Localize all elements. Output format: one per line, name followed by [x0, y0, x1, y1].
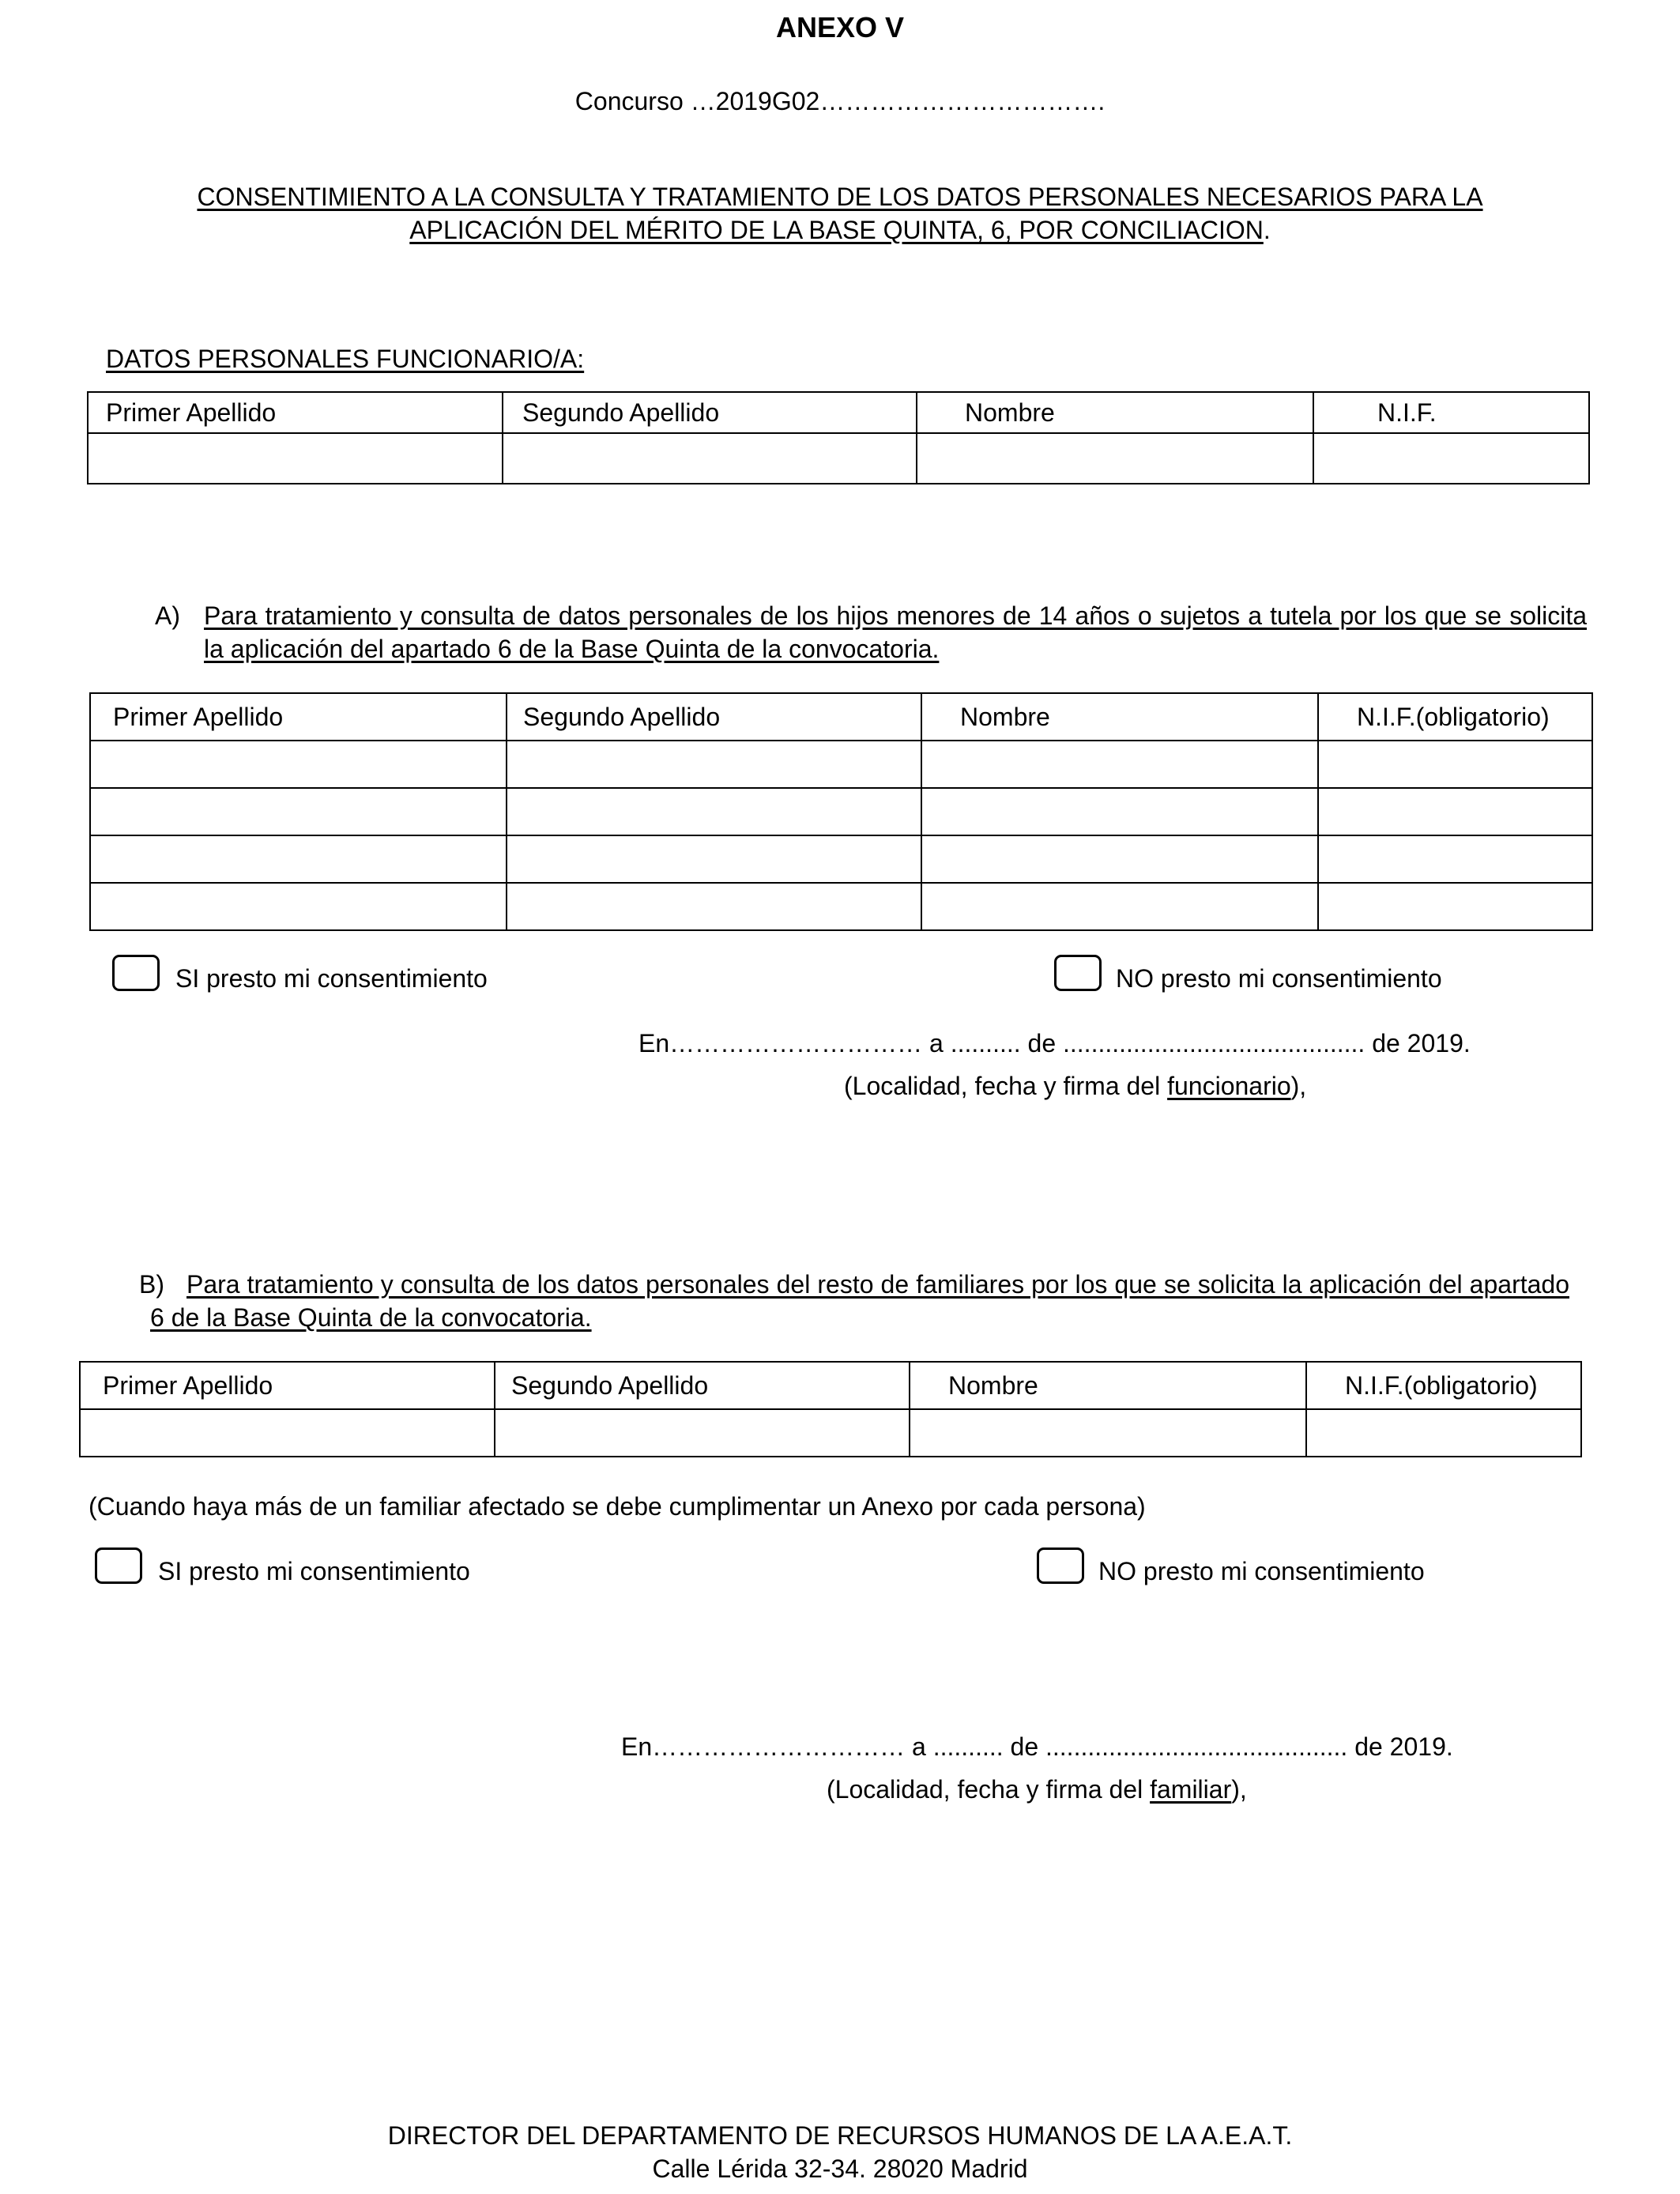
input-cell[interactable]	[1318, 741, 1592, 788]
family-table	[79, 1361, 1582, 1457]
input-cell[interactable]	[507, 741, 921, 788]
table-header-row	[90, 693, 1592, 741]
consent-yes-label-b: SI presto mi consentimiento	[158, 1557, 470, 1585]
footer-department: DIRECTOR DEL DEPARTAMENTO DE RECURSOS HUMANOS DE LA A.E.A.T.	[387, 2121, 1293, 2150]
input-cell[interactable]	[507, 788, 921, 835]
column-header: Primer Apellido	[90, 693, 507, 741]
section-b-marker: B)	[139, 1270, 164, 1299]
caption-prefix: (Localidad, fecha y firma del	[844, 1072, 1168, 1100]
column-header: N.I.F.(obligatorio)	[1306, 1362, 1581, 1409]
signature-line-b: En………………………… a .......... de ........................................... de 2019.	[621, 1732, 1453, 1761]
table-header-row	[80, 1362, 1581, 1409]
column-header: Nombre	[917, 392, 1313, 433]
table-row	[80, 1409, 1581, 1457]
consent-no-label-a: NO presto mi consentimiento	[1116, 964, 1442, 993]
table-row	[90, 883, 1592, 930]
heading-line-1: CONSENTIMIENTO A LA CONSULTA Y TRATAMIENTO DE LOS DATOS PERSONALES NECESARIOS PARA LA	[197, 183, 1483, 211]
consent-yes-label-a: SI presto mi consentimiento	[175, 964, 488, 993]
input-cell[interactable]	[495, 1409, 910, 1457]
consent-heading	[0, 180, 1680, 247]
caption-prefix: (Localidad, fecha y firma del	[827, 1775, 1151, 1804]
signature-line-a: En………………………… a .......... de ........................................... de 2019.	[638, 1029, 1471, 1057]
input-cell[interactable]	[80, 1409, 495, 1457]
caption-role: funcionario	[1167, 1072, 1291, 1100]
table-row	[90, 788, 1592, 835]
table-row	[88, 433, 1589, 484]
input-cell[interactable]	[90, 835, 507, 883]
input-cell[interactable]	[90, 788, 507, 835]
column-header: Segundo Apellido	[503, 392, 917, 433]
personal-data-table	[87, 391, 1590, 484]
input-cell[interactable]	[1318, 883, 1592, 930]
signature-caption-a	[844, 1072, 1306, 1101]
input-cell[interactable]	[921, 741, 1318, 788]
section-b-paragraph	[139, 1268, 1569, 1334]
heading-line-2-end: .	[1263, 216, 1271, 244]
column-header: Primer Apellido	[80, 1362, 495, 1409]
caption-suffix: ),	[1231, 1775, 1247, 1804]
column-header: Nombre	[910, 1362, 1306, 1409]
table-header-row	[88, 392, 1589, 433]
personal-data-label: DATOS PERSONALES FUNCIONARIO/A:	[106, 345, 585, 373]
input-cell[interactable]	[921, 883, 1318, 930]
document-title: ANEXO V	[775, 11, 905, 43]
input-cell[interactable]	[1313, 433, 1589, 484]
input-cell[interactable]	[90, 741, 507, 788]
input-cell[interactable]	[1318, 835, 1592, 883]
consent-no-checkbox-b[interactable]	[1037, 1547, 1084, 1584]
table-row	[90, 741, 1592, 788]
column-header: Primer Apellido	[88, 392, 503, 433]
consent-no-label-b: NO presto mi consentimiento	[1098, 1557, 1425, 1585]
heading-line-2: APLICACIÓN DEL MÉRITO DE LA BASE QUINTA, 6, POR CONCILIACION	[409, 216, 1264, 244]
consent-yes-checkbox-b[interactable]	[95, 1547, 142, 1584]
table-row	[90, 835, 1592, 883]
input-cell[interactable]	[90, 883, 507, 930]
input-cell[interactable]	[507, 883, 921, 930]
input-cell[interactable]	[503, 433, 917, 484]
input-cell[interactable]	[921, 835, 1318, 883]
input-cell[interactable]	[88, 433, 503, 484]
concurso-reference: Concurso …2019G02…………………………….	[574, 87, 1106, 115]
section-a-text: Para tratamiento y consulta de datos personales de los hijos menores de 14 años o sujetos a tutela por los que se solicita la aplicación del apartado 6 de la Base Quinta de la convocatoria.	[204, 601, 1587, 663]
consent-no-checkbox-a[interactable]	[1054, 955, 1102, 991]
input-cell[interactable]	[921, 788, 1318, 835]
column-header: Segundo Apellido	[495, 1362, 910, 1409]
footer-address: Calle Lérida 32-34. 28020 Madrid	[652, 2154, 1028, 2183]
signature-caption-b	[827, 1775, 1247, 1804]
section-a-marker: A)	[155, 601, 180, 630]
children-table	[89, 692, 1593, 931]
input-cell[interactable]	[507, 835, 921, 883]
input-cell[interactable]	[910, 1409, 1306, 1457]
multiple-family-note: (Cuando haya más de un familiar afectado se debe cumplimentar un Anexo por cada persona)	[89, 1492, 1146, 1521]
column-header: N.I.F.(obligatorio)	[1318, 693, 1592, 741]
input-cell[interactable]	[917, 433, 1313, 484]
caption-role: familiar	[1150, 1775, 1232, 1804]
column-header: Nombre	[921, 693, 1318, 741]
column-header: N.I.F.	[1313, 392, 1589, 433]
consent-yes-checkbox-a[interactable]	[112, 955, 160, 991]
caption-suffix: ),	[1290, 1072, 1307, 1100]
input-cell[interactable]	[1306, 1409, 1581, 1457]
column-header: Segundo Apellido	[507, 693, 921, 741]
input-cell[interactable]	[1318, 788, 1592, 835]
section-a-paragraph	[155, 599, 1587, 665]
section-b-text: Para tratamiento y consulta de los datos personales del resto de familiares por los que se solicita la aplicación del apartado 6 de la Base Quinta de la convocatoria.	[150, 1270, 1569, 1332]
